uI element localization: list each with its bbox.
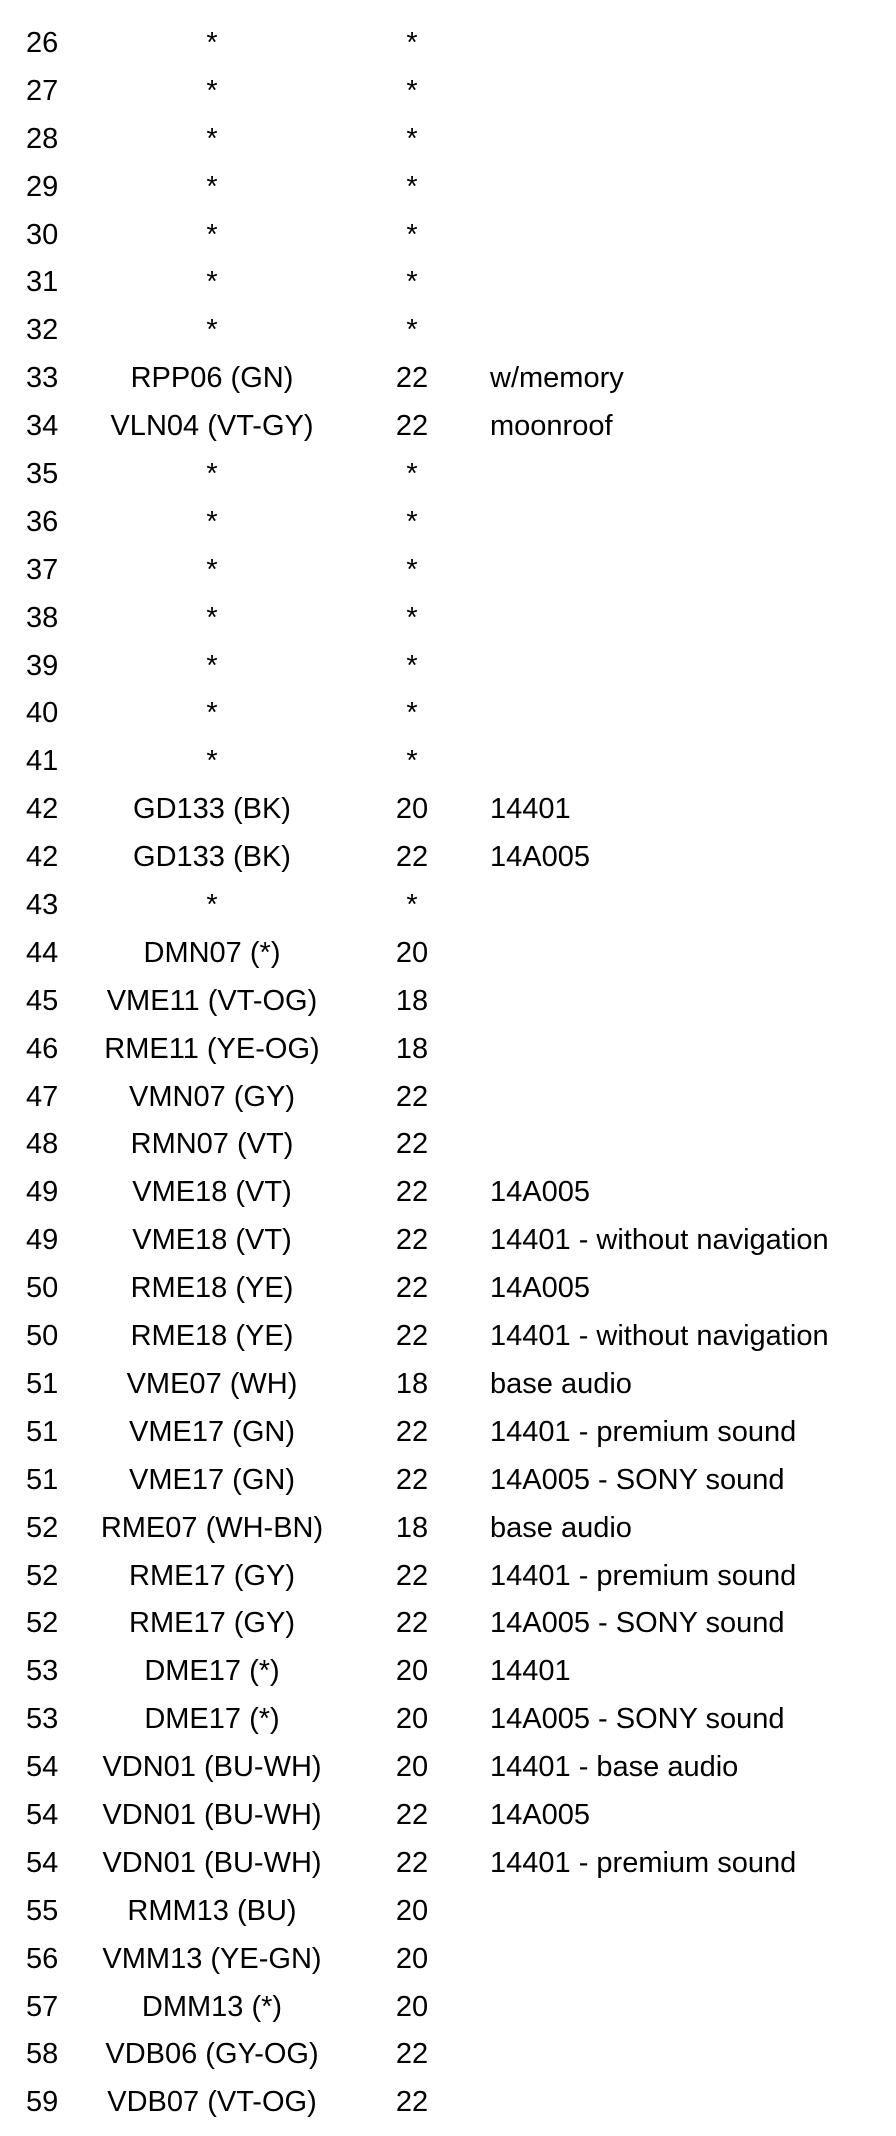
circuit-cell: * xyxy=(206,458,218,491)
pin-number-cell: 48 xyxy=(26,1128,59,1161)
table-row xyxy=(0,1648,896,1696)
table-row xyxy=(0,20,896,68)
table-row xyxy=(0,499,896,547)
pin-number-cell: 50 xyxy=(26,1320,59,1353)
circuit-cell: RME11 (YE-OG) xyxy=(104,1032,320,1065)
table-row xyxy=(0,116,896,164)
pin-number-cell: 30 xyxy=(26,218,59,251)
wire-gauge-cell: * xyxy=(406,266,418,299)
pin-number-cell: 38 xyxy=(26,601,59,634)
table-row xyxy=(0,68,896,116)
circuit-cell: RME18 (YE) xyxy=(130,1320,294,1353)
table-row xyxy=(0,1936,896,1984)
pin-number-cell: 41 xyxy=(26,745,59,778)
note-cell: 14401 - without navigation xyxy=(490,1320,829,1353)
circuit-cell: GD133 (BK) xyxy=(133,841,291,874)
circuit-cell: RPP06 (GN) xyxy=(130,362,294,395)
circuit-cell: VDN01 (BU-WH) xyxy=(102,1846,322,1879)
wire-gauge-cell: 18 xyxy=(395,1032,429,1065)
table-row xyxy=(0,690,896,738)
pin-number-cell: 49 xyxy=(26,1176,59,1209)
pin-number-cell: 52 xyxy=(26,1607,59,1640)
pin-number-cell: 36 xyxy=(26,505,59,538)
table-row xyxy=(0,1217,896,1265)
table-row xyxy=(0,403,896,451)
table-row xyxy=(0,1984,896,2032)
circuit-cell: VME17 (GN) xyxy=(129,1463,295,1496)
circuit-cell: * xyxy=(206,74,218,107)
note-cell: 14A005 xyxy=(490,841,590,874)
circuit-cell: RME17 (GY) xyxy=(129,1559,295,1592)
table-row xyxy=(0,1792,896,1840)
wire-gauge-cell: * xyxy=(406,745,418,778)
wire-gauge-cell: 22 xyxy=(395,362,429,395)
wire-gauge-cell: * xyxy=(406,314,418,347)
pin-number-cell: 46 xyxy=(26,1032,59,1065)
pin-number-cell: 55 xyxy=(26,1894,59,1927)
note-cell: 14A005 xyxy=(490,1272,590,1305)
circuit-cell: DMN07 (*) xyxy=(143,936,281,969)
pin-number-cell: 42 xyxy=(26,841,59,874)
note-cell: 14401 xyxy=(490,1655,571,1688)
pin-number-cell: 44 xyxy=(26,936,59,969)
table-row xyxy=(0,643,896,691)
circuit-cell: * xyxy=(206,314,218,347)
table-row xyxy=(0,1457,896,1505)
circuit-cell: VDN01 (BU-WH) xyxy=(102,1751,322,1784)
wire-gauge-cell: * xyxy=(406,74,418,107)
wire-gauge-cell: * xyxy=(406,697,418,730)
note-cell: 14A005 - SONY sound xyxy=(490,1607,785,1640)
wire-gauge-cell: 22 xyxy=(395,1176,429,1209)
pin-number-cell: 27 xyxy=(26,74,59,107)
table-row xyxy=(0,212,896,260)
pin-number-cell: 26 xyxy=(26,27,59,59)
circuit-cell: * xyxy=(206,745,218,778)
pin-number-cell: 29 xyxy=(26,170,59,203)
circuit-cell: * xyxy=(206,697,218,730)
table-row xyxy=(0,1026,896,1074)
note-cell: 14401 - premium sound xyxy=(490,1559,797,1592)
wire-gauge-cell: * xyxy=(406,601,418,634)
wire-gauge-cell: 20 xyxy=(395,1942,429,1975)
pin-number-cell: 37 xyxy=(26,553,59,586)
table-row xyxy=(0,1505,896,1553)
wire-gauge-cell: * xyxy=(406,458,418,491)
circuit-cell: VLN04 (VT-GY) xyxy=(110,410,314,443)
table-row xyxy=(0,1121,896,1169)
wire-gauge-cell: 20 xyxy=(395,936,429,969)
table-row xyxy=(0,1313,896,1361)
wire-gauge-cell: 22 xyxy=(395,1224,429,1257)
table-row xyxy=(0,1840,896,1888)
table-row xyxy=(0,834,896,882)
pin-number-cell: 54 xyxy=(26,1846,59,1879)
table-row xyxy=(0,738,896,786)
wire-gauge-cell: 20 xyxy=(395,1655,429,1688)
table-row xyxy=(0,2031,896,2079)
pin-number-cell: 49 xyxy=(26,1224,59,1257)
table-row xyxy=(0,1265,896,1313)
pin-number-cell: 54 xyxy=(26,1798,59,1831)
pin-number-cell: 57 xyxy=(26,1990,59,2023)
note-cell: 14A005 - SONY sound xyxy=(490,1463,785,1496)
circuit-cell: GD133 (BK) xyxy=(133,793,291,826)
circuit-cell: DME17 (*) xyxy=(144,1655,280,1688)
table-row xyxy=(0,786,896,834)
table-row xyxy=(0,1553,896,1601)
table-row xyxy=(0,307,896,355)
note-cell: w/memory xyxy=(490,362,624,395)
wire-gauge-cell: 22 xyxy=(395,2086,429,2119)
circuit-cell: * xyxy=(206,601,218,634)
wire-gauge-cell: 22 xyxy=(395,1463,429,1496)
table-row xyxy=(0,595,896,643)
wire-gauge-cell: 22 xyxy=(395,1559,429,1592)
pin-number-cell: 43 xyxy=(26,889,59,922)
table-row xyxy=(0,1361,896,1409)
circuit-cell: VMN07 (GY) xyxy=(129,1080,295,1113)
wire-gauge-cell: 20 xyxy=(395,1703,429,1736)
note-cell: base audio xyxy=(490,1367,632,1400)
wire-gauge-cell: * xyxy=(406,889,418,922)
wire-gauge-cell: * xyxy=(406,505,418,538)
wire-gauge-cell: * xyxy=(406,553,418,586)
pin-number-cell: 32 xyxy=(26,314,59,347)
wire-gauge-cell: 22 xyxy=(395,841,429,874)
circuit-cell: RME07 (WH-BN) xyxy=(100,1511,324,1544)
wire-gauge-cell: 22 xyxy=(395,1272,429,1305)
note-cell: 14401 - without navigation xyxy=(490,1224,829,1257)
circuit-cell: * xyxy=(206,505,218,538)
table-row xyxy=(0,1600,896,1648)
circuit-cell: * xyxy=(206,218,218,251)
pin-number-cell: 31 xyxy=(26,266,59,299)
table-row xyxy=(0,978,896,1026)
circuit-cell: * xyxy=(206,649,218,682)
note-cell: moonroof xyxy=(490,410,613,443)
table-row xyxy=(0,1888,896,1936)
note-cell: 14A005 xyxy=(490,1798,590,1831)
wire-gauge-cell: * xyxy=(406,27,418,59)
pin-number-cell: 47 xyxy=(26,1080,59,1113)
pin-number-cell: 51 xyxy=(26,1415,59,1448)
table-row xyxy=(0,1074,896,1122)
wire-gauge-cell: 22 xyxy=(395,1798,429,1831)
circuit-cell: RMM13 (BU) xyxy=(127,1894,297,1927)
wire-gauge-cell: 20 xyxy=(395,1990,429,2023)
pin-number-cell: 59 xyxy=(26,2086,59,2119)
circuit-cell: VME07 (WH) xyxy=(126,1367,298,1400)
pin-number-cell: 51 xyxy=(26,1367,59,1400)
table-row xyxy=(0,1169,896,1217)
circuit-cell: VME11 (VT-OG) xyxy=(106,984,318,1017)
circuit-cell: RME17 (GY) xyxy=(129,1607,295,1640)
pin-number-cell: 52 xyxy=(26,1559,59,1592)
note-cell: 14401 - base audio xyxy=(490,1751,739,1784)
table-row xyxy=(0,547,896,595)
pin-number-cell: 45 xyxy=(26,984,59,1017)
wire-gauge-cell: * xyxy=(406,218,418,251)
table-row xyxy=(0,2079,896,2127)
pin-number-cell: 35 xyxy=(26,458,59,491)
circuit-cell: DMM13 (*) xyxy=(141,1990,283,2023)
wire-gauge-cell: * xyxy=(406,122,418,155)
circuit-cell: VDB06 (GY-OG) xyxy=(105,2038,319,2071)
table-row xyxy=(0,1744,896,1792)
wire-gauge-cell: 22 xyxy=(395,1080,429,1113)
table-row xyxy=(0,355,896,403)
wire-gauge-cell: 22 xyxy=(395,1320,429,1353)
note-cell: 14401 xyxy=(490,793,571,826)
circuit-cell: * xyxy=(206,553,218,586)
circuit-cell: DME17 (*) xyxy=(144,1703,280,1736)
connector-pinout-table xyxy=(0,20,896,2127)
wire-gauge-cell: 18 xyxy=(395,984,429,1017)
pin-number-cell: 53 xyxy=(26,1655,59,1688)
circuit-cell: VDN01 (BU-WH) xyxy=(102,1798,322,1831)
circuit-cell: VMM13 (YE-GN) xyxy=(102,1942,322,1975)
table-row xyxy=(0,1696,896,1744)
wire-gauge-cell: 20 xyxy=(395,1751,429,1784)
note-cell: 14A005 - SONY sound xyxy=(490,1703,785,1736)
wire-gauge-cell: 22 xyxy=(395,410,429,443)
circuit-cell: * xyxy=(206,122,218,155)
wire-gauge-cell: 20 xyxy=(395,1894,429,1927)
wire-gauge-cell: 22 xyxy=(395,1128,429,1161)
circuit-cell: RME18 (YE) xyxy=(130,1272,294,1305)
pin-number-cell: 53 xyxy=(26,1703,59,1736)
wire-gauge-cell: * xyxy=(406,170,418,203)
wire-gauge-cell: 22 xyxy=(395,1607,429,1640)
pin-number-cell: 40 xyxy=(26,697,59,730)
pin-number-cell: 42 xyxy=(26,793,59,826)
pin-number-cell: 34 xyxy=(26,410,59,443)
circuit-cell: RMN07 (VT) xyxy=(130,1128,294,1161)
table-row xyxy=(0,164,896,212)
circuit-cell: VME17 (GN) xyxy=(129,1415,295,1448)
pin-number-cell: 28 xyxy=(26,122,59,155)
circuit-cell: * xyxy=(206,266,218,299)
table-row xyxy=(0,1409,896,1457)
wire-gauge-cell: 18 xyxy=(395,1367,429,1400)
pin-number-cell: 58 xyxy=(26,2038,59,2071)
circuit-cell: * xyxy=(206,27,218,59)
circuit-cell: VME18 (VT) xyxy=(132,1176,292,1209)
table-row xyxy=(0,882,896,930)
note-cell: 14A005 xyxy=(490,1176,590,1209)
wire-gauge-cell: 22 xyxy=(395,1415,429,1448)
pin-number-cell: 54 xyxy=(26,1751,59,1784)
pin-number-cell: 52 xyxy=(26,1511,59,1544)
wire-gauge-cell: 20 xyxy=(395,793,429,826)
pin-number-cell: 51 xyxy=(26,1463,59,1496)
table-row xyxy=(0,259,896,307)
note-cell: 14401 - premium sound xyxy=(490,1415,797,1448)
wire-gauge-cell: 22 xyxy=(395,1846,429,1879)
wire-gauge-cell: * xyxy=(406,649,418,682)
circuit-cell: * xyxy=(206,889,218,922)
note-cell: base audio xyxy=(490,1511,632,1544)
wire-gauge-cell: 22 xyxy=(395,2038,429,2071)
circuit-cell: * xyxy=(206,170,218,203)
pin-number-cell: 39 xyxy=(26,649,59,682)
circuit-cell: VDB07 (VT-OG) xyxy=(107,2086,317,2119)
wire-gauge-cell: 18 xyxy=(395,1511,429,1544)
table-row xyxy=(0,451,896,499)
pin-number-cell: 50 xyxy=(26,1272,59,1305)
note-cell: 14401 - premium sound xyxy=(490,1846,797,1879)
pin-number-cell: 56 xyxy=(26,1942,59,1975)
table-row xyxy=(0,930,896,978)
pin-number-cell: 33 xyxy=(26,362,59,395)
circuit-cell: VME18 (VT) xyxy=(132,1224,292,1257)
